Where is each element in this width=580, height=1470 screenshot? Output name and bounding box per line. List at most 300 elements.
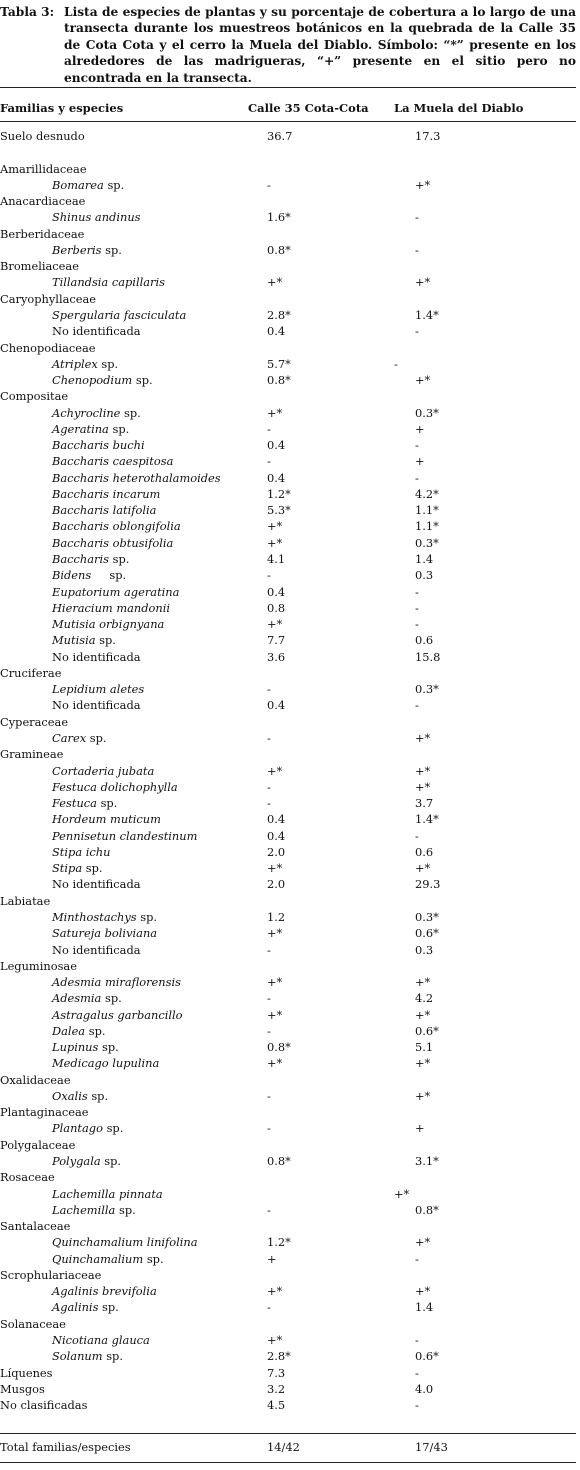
value-calle35: +*: [267, 1284, 283, 1299]
value-calle35: -: [267, 1202, 271, 1217]
value-muela: 3.1*: [415, 1154, 439, 1168]
value-calle35: +: [267, 1251, 277, 1266]
value-muela: 5.1: [415, 1040, 434, 1055]
table-row: [0, 470, 576, 486]
value-calle35: 0.4: [267, 584, 286, 599]
family-name: Amarillidaceae: [0, 161, 87, 176]
table-row: [0, 437, 576, 453]
value-muela: 0.3*: [415, 535, 439, 550]
table-row: [0, 1186, 576, 1202]
sp-suffix: sp.: [100, 796, 118, 811]
table-caption: [0, 4, 576, 86]
value-muela: +*: [394, 1186, 410, 1201]
row-label: No clasificadas: [0, 1398, 88, 1413]
family-row: [0, 1072, 576, 1088]
table-row: [0, 1365, 576, 1381]
species-name: [52, 356, 118, 372]
value-calle35: 0.4: [267, 324, 286, 339]
table-row: [0, 486, 576, 502]
table-row: [0, 1120, 576, 1136]
table-row: [0, 1381, 576, 1397]
value-muela: 29.3: [415, 877, 441, 892]
value-muela: +*: [415, 975, 431, 990]
value-calle35: -: [267, 942, 271, 957]
family-row: [0, 1169, 576, 1185]
species-name: [52, 1039, 119, 1055]
value-calle35: -: [267, 779, 271, 794]
species-name: Eupatorium ageratina: [52, 584, 180, 599]
family-row: [0, 1104, 576, 1120]
value-calle35: 36.7: [267, 129, 293, 143]
genus-name: Bomarea: [52, 177, 104, 192]
family-name: Cyperaceae: [0, 714, 69, 729]
sp-suffix: sp.: [101, 1040, 119, 1055]
row-label: No identificada: [52, 324, 141, 339]
sp-suffix: sp.: [105, 242, 122, 257]
table-row: [0, 405, 576, 421]
table-row: [0, 844, 576, 860]
sp-suffix: sp.: [104, 991, 122, 1006]
table-row: [0, 242, 576, 258]
species-name: [52, 1299, 119, 1315]
value-muela: -: [415, 1398, 419, 1413]
table-row: [0, 1153, 576, 1169]
species-name: Agalinis brevifolia: [52, 1284, 157, 1299]
value-calle35: +*: [267, 861, 283, 876]
family-row: [0, 665, 576, 681]
header-calle35: Calle 35 Cota-Cota: [248, 101, 369, 115]
table-row: [0, 1234, 576, 1250]
genus-name: Berberis: [52, 242, 102, 257]
row-label: No identificada: [52, 649, 141, 664]
species-name: Lepidium aletes: [52, 682, 145, 697]
family-name: Berberidaceae: [0, 226, 85, 241]
value-muela: -: [415, 242, 419, 257]
value-muela: 4.2*: [415, 486, 439, 501]
genus-name: Chenopodium: [52, 373, 133, 388]
bottom-rule: [0, 1462, 576, 1463]
genus-name: Polygala: [52, 1154, 101, 1168]
family-row: [0, 1267, 576, 1283]
value-calle35: -: [267, 1023, 271, 1038]
table-row: [0, 567, 576, 583]
value-muela: -: [394, 356, 398, 371]
species-name: Festuca dolichophylla: [52, 779, 178, 794]
value-muela: 0.3: [415, 942, 434, 957]
value-muela: +*: [415, 779, 431, 794]
species-name: Shinus andinus: [52, 210, 141, 225]
value-muela: 3.7: [415, 796, 434, 811]
genus-name: Stipa: [52, 861, 83, 876]
value-muela: +*: [415, 861, 431, 876]
species-name: Baccharis caespitosa: [52, 454, 174, 469]
value-muela: +: [415, 421, 425, 436]
value-calle35: -: [267, 1121, 271, 1136]
sp-suffix: sp.: [106, 1349, 123, 1364]
value-calle35: 0.8: [267, 600, 286, 615]
value-calle35: -: [267, 177, 271, 192]
family-row: [0, 388, 576, 404]
table-row: [0, 649, 576, 665]
species-name: Stipa ichu: [52, 844, 111, 859]
species-name: Pennisetun clandestinum: [52, 828, 198, 843]
value-calle35: 5.7*: [267, 356, 291, 371]
value-calle35: +*: [267, 975, 283, 990]
value-calle35: -: [267, 454, 271, 469]
sp-suffix: sp.: [135, 373, 153, 388]
row-label: Suelo desnudo: [0, 129, 85, 143]
genus-name: Baccharis: [52, 552, 109, 567]
value-calle35: +*: [267, 519, 283, 534]
value-muela: 0.6: [415, 844, 434, 859]
value-muela: +*: [415, 1088, 431, 1103]
row-label: Musgos: [0, 1381, 45, 1396]
header-muela: La Muela del Diablo: [394, 101, 524, 115]
genus-name: Plantago: [52, 1121, 103, 1136]
table-row: [0, 990, 576, 1006]
species-name: [52, 1120, 123, 1136]
family-row: [0, 193, 576, 209]
value-calle35: 2.0: [267, 877, 286, 892]
table-row: [0, 1202, 576, 1218]
genus-name: Bidens: [52, 568, 92, 583]
table-row: [0, 1397, 576, 1413]
genus-name: Agalinis: [52, 1300, 99, 1315]
species-name: Tillandsia capillaris: [52, 275, 165, 290]
value-muela: +*: [415, 1235, 431, 1250]
value-muela: 0.6*: [415, 1023, 439, 1038]
sp-suffix: sp.: [118, 1202, 136, 1217]
top-rule: [0, 87, 576, 88]
value-muela: 1.4: [415, 1300, 434, 1315]
value-calle35: 0.4: [267, 828, 286, 843]
value-muela: 0.6*: [415, 926, 439, 941]
family-name: Anacardiaceae: [0, 194, 86, 209]
value-calle35: +*: [267, 275, 283, 290]
table-row: [0, 307, 576, 323]
family-name: Rosaceae: [0, 1170, 55, 1185]
species-name: Baccharis oblongifolia: [52, 519, 181, 534]
value-calle35: +*: [267, 1332, 283, 1347]
table-row: [0, 600, 576, 616]
table-row: [0, 323, 576, 339]
genus-name: Carex: [52, 730, 87, 745]
table-row: [0, 1088, 576, 1104]
value-muela: +*: [415, 1007, 431, 1022]
value-muela: -: [415, 1251, 419, 1266]
family-row: [0, 258, 576, 274]
sp-suffix: sp.: [99, 633, 116, 648]
table-row: [0, 584, 576, 600]
value-muela: -: [415, 210, 419, 225]
value-calle35: -: [267, 1088, 271, 1103]
value-muela: -: [415, 1332, 419, 1347]
table-row: [0, 974, 576, 990]
value-muela: 0.8*: [415, 1202, 439, 1217]
value-muela: 17.3: [415, 129, 441, 143]
sp-suffix: sp.: [106, 1121, 124, 1136]
genus-name: Adesmia: [52, 991, 102, 1006]
species-name: [52, 1348, 123, 1364]
table-row: [0, 681, 576, 697]
species-name: Hordeum muticum: [52, 812, 161, 827]
table-row: [0, 876, 576, 892]
value-calle35: -: [267, 568, 271, 583]
family-name: Gramineae: [0, 747, 64, 762]
species-name: [52, 730, 107, 746]
value-calle35: +*: [267, 1007, 283, 1022]
table-row: [0, 763, 576, 779]
species-name: [52, 551, 129, 567]
row-label: No identificada: [52, 942, 141, 957]
genus-name: Quinchamalium: [52, 1251, 144, 1266]
value-calle35: +*: [267, 617, 283, 632]
value-muela: -: [415, 828, 419, 843]
value-calle35: 2.8*: [267, 1349, 291, 1364]
species-name: [52, 860, 103, 876]
value-muela: +: [415, 454, 425, 469]
total-label: Total familias/especies: [0, 1440, 131, 1454]
species-name: [52, 632, 116, 648]
sp-suffix: sp.: [89, 730, 107, 745]
table-row: [0, 356, 576, 372]
row-label: Líquenes: [0, 1365, 53, 1380]
species-name: Baccharis incarum: [52, 486, 161, 501]
sp-suffix: sp.: [91, 1088, 109, 1103]
value-calle35: 0.8*: [267, 242, 291, 257]
family-name: Leguminosae: [0, 958, 77, 973]
value-calle35: -: [267, 796, 271, 811]
value-muela: +*: [415, 1056, 431, 1071]
row-label: No identificada: [52, 698, 141, 713]
table-row: [0, 632, 576, 648]
table-row: [0, 1348, 576, 1364]
table-row: [0, 909, 576, 925]
value-muela: 0.6*: [415, 1349, 439, 1364]
value-muela: -: [415, 584, 419, 599]
value-calle35: 0.8*: [267, 1040, 291, 1055]
value-calle35: +*: [267, 1056, 283, 1071]
species-name: [52, 1088, 108, 1104]
species-name: Baccharis heterothalamoides: [52, 470, 221, 485]
table-row: [0, 551, 576, 567]
value-muela: 15.8: [415, 649, 441, 664]
value-muela: 1.4: [415, 552, 434, 567]
sp-suffix: sp.: [140, 909, 158, 924]
species-name: [52, 795, 117, 811]
family-row: [0, 291, 576, 307]
value-calle35: 0.4: [267, 470, 286, 485]
table-row: [0, 1023, 576, 1039]
family-name: Solanaceae: [0, 1316, 66, 1331]
value-muela: 1.1*: [415, 519, 439, 534]
sp-suffix: sp.: [104, 1154, 122, 1168]
value-muela: +*: [415, 1284, 431, 1299]
value-muela: 1.1*: [415, 503, 439, 518]
family-row: [0, 1137, 576, 1153]
value-muela: -: [415, 1365, 419, 1380]
genus-name: Lachemilla: [52, 1202, 116, 1217]
family-name: Compositae: [0, 389, 69, 404]
spacer-row: [0, 144, 576, 160]
table-row: [0, 697, 576, 713]
sp-suffix: sp.: [101, 356, 119, 371]
family-row: [0, 893, 576, 909]
sp-suffix: sp.: [85, 861, 103, 876]
table-row: [0, 795, 576, 811]
table-row: [0, 372, 576, 388]
species-name: Quinchamalium linifolina: [52, 1235, 198, 1250]
species-name: [52, 1023, 106, 1039]
value-muela: 4.0: [415, 1381, 434, 1396]
value-muela: 0.3*: [415, 682, 439, 697]
caption-text: Lista de especies de plantas y su porcentaje de cobertura a lo largo de una transecta durante los muestreos botánicos en la quebrada de la Calle 35 de Cota Cota y el cerro la Muela del Diablo. Símbolo: “*” presente en los alrededores de las madrigueras, “+” presente en el sitio pero no encontrada en la transecta.: [64, 5, 576, 85]
species-name: Astragalus garbancillo: [52, 1007, 183, 1022]
table-row: [0, 1039, 576, 1055]
value-calle35: +*: [267, 405, 283, 420]
total-calle35: 14/42: [267, 1440, 300, 1454]
table-row: [0, 1055, 576, 1071]
table-row: [0, 1299, 576, 1315]
family-row: [0, 958, 576, 974]
value-calle35: 4.1: [267, 552, 286, 567]
value-calle35: -: [267, 682, 271, 697]
species-name: [52, 1251, 164, 1267]
species-name: Cortaderia jubata: [52, 763, 155, 778]
table-row: [0, 453, 576, 469]
species-name: Mutisia orbignyana: [52, 617, 165, 632]
value-calle35: 0.4: [267, 812, 286, 827]
species-name: Nicotiana glauca: [52, 1332, 150, 1347]
species-name: Lachemilla pinnata: [52, 1186, 163, 1201]
genus-name: Achyrocline: [52, 405, 121, 420]
species-name: [52, 990, 122, 1006]
value-muela: +*: [415, 730, 431, 745]
species-name: Spergularia fasciculata: [52, 307, 187, 322]
table-row: [0, 1283, 576, 1299]
sp-suffix: sp.: [112, 552, 130, 567]
species-name: Hieracium mandonii: [52, 600, 171, 615]
species-name: Satureja boliviana: [52, 926, 158, 941]
family-name: Santalaceae: [0, 1219, 71, 1234]
table-row: [0, 128, 576, 144]
table-row: [0, 1007, 576, 1023]
value-muela: 1.4*: [415, 307, 439, 322]
family-name: Caryophyllaceae: [0, 291, 97, 306]
genus-name: Ageratina: [52, 421, 109, 436]
value-muela: 1.4*: [415, 812, 439, 827]
value-muela: -: [415, 600, 419, 615]
family-row: [0, 226, 576, 242]
value-muela: 0.6: [415, 633, 434, 648]
sp-suffix: sp.: [88, 1023, 106, 1038]
value-calle35: 2.8*: [267, 307, 291, 322]
value-calle35: 1.6*: [267, 210, 291, 225]
table-row: [0, 616, 576, 632]
table-row: [0, 177, 576, 193]
header-families: Familias y especies: [0, 101, 124, 115]
table-row: [0, 925, 576, 941]
species-name: Medicago lupulina: [52, 1056, 160, 1071]
sp-suffix: sp.: [94, 568, 127, 583]
family-row: [0, 1218, 576, 1234]
value-muela: +*: [415, 373, 431, 388]
species-name: Baccharis latifolia: [52, 503, 157, 518]
value-calle35: -: [267, 730, 271, 745]
total-rule: [0, 1433, 576, 1434]
genus-name: Atriplex: [52, 356, 98, 371]
value-calle35: +*: [267, 535, 283, 550]
family-name: Labiatae: [0, 893, 51, 908]
table-row: [0, 860, 576, 876]
family-row: [0, 746, 576, 762]
family-name: Oxalidaceae: [0, 1072, 71, 1087]
table-row: [0, 535, 576, 551]
value-calle35: -: [267, 421, 271, 436]
sp-suffix: sp.: [107, 177, 125, 192]
family-row: [0, 714, 576, 730]
sp-suffix: sp.: [102, 1300, 119, 1315]
value-muela: +: [415, 1121, 425, 1136]
value-muela: -: [415, 324, 419, 339]
family-name: Scrophulariaceae: [0, 1267, 102, 1282]
species-name: [52, 421, 129, 437]
family-name: Cruciferae: [0, 665, 62, 680]
value-muela: +*: [415, 177, 431, 192]
value-calle35: -: [267, 1300, 271, 1315]
species-name: [52, 177, 124, 193]
table-row: [0, 274, 576, 290]
genus-name: Solanum: [52, 1349, 103, 1364]
value-muela: -: [415, 617, 419, 632]
species-name: [52, 405, 141, 421]
species-name: [52, 1153, 121, 1169]
value-calle35: 1.2: [267, 909, 286, 924]
total-muela: 17/43: [415, 1440, 448, 1454]
family-row: [0, 161, 576, 177]
sp-suffix: sp.: [146, 1251, 164, 1266]
value-muela: 0.3*: [415, 405, 439, 420]
table-row: [0, 730, 576, 746]
species-name: [52, 909, 157, 925]
value-calle35: +*: [267, 763, 283, 778]
species-name: [52, 1202, 136, 1218]
value-calle35: 0.4: [267, 438, 286, 453]
genus-name: Dalea: [52, 1023, 86, 1038]
genus-name: Mutisia: [52, 633, 96, 648]
table-row: [0, 942, 576, 958]
value-muela: 0.3: [415, 568, 434, 583]
value-calle35: 3.6: [267, 649, 286, 664]
table-row: [0, 421, 576, 437]
genus-name: Festuca: [52, 796, 97, 811]
value-calle35: 4.5: [267, 1398, 286, 1413]
value-calle35: 0.4: [267, 698, 286, 713]
genus-name: Oxalis: [52, 1088, 88, 1103]
row-label: No identificada: [52, 877, 141, 892]
table-row: [0, 1251, 576, 1267]
family-name: Plantaginaceae: [0, 1105, 89, 1120]
table-row: [0, 518, 576, 534]
family-row: [0, 1316, 576, 1332]
table-row: [0, 209, 576, 225]
family-name: Bromeliaceae: [0, 259, 79, 274]
value-calle35: +*: [267, 926, 283, 941]
value-calle35: 1.2*: [267, 1235, 291, 1250]
table-row: [0, 828, 576, 844]
family-name: Chenopodiaceae: [0, 340, 96, 355]
genus-name: Minthostachys: [52, 909, 137, 924]
